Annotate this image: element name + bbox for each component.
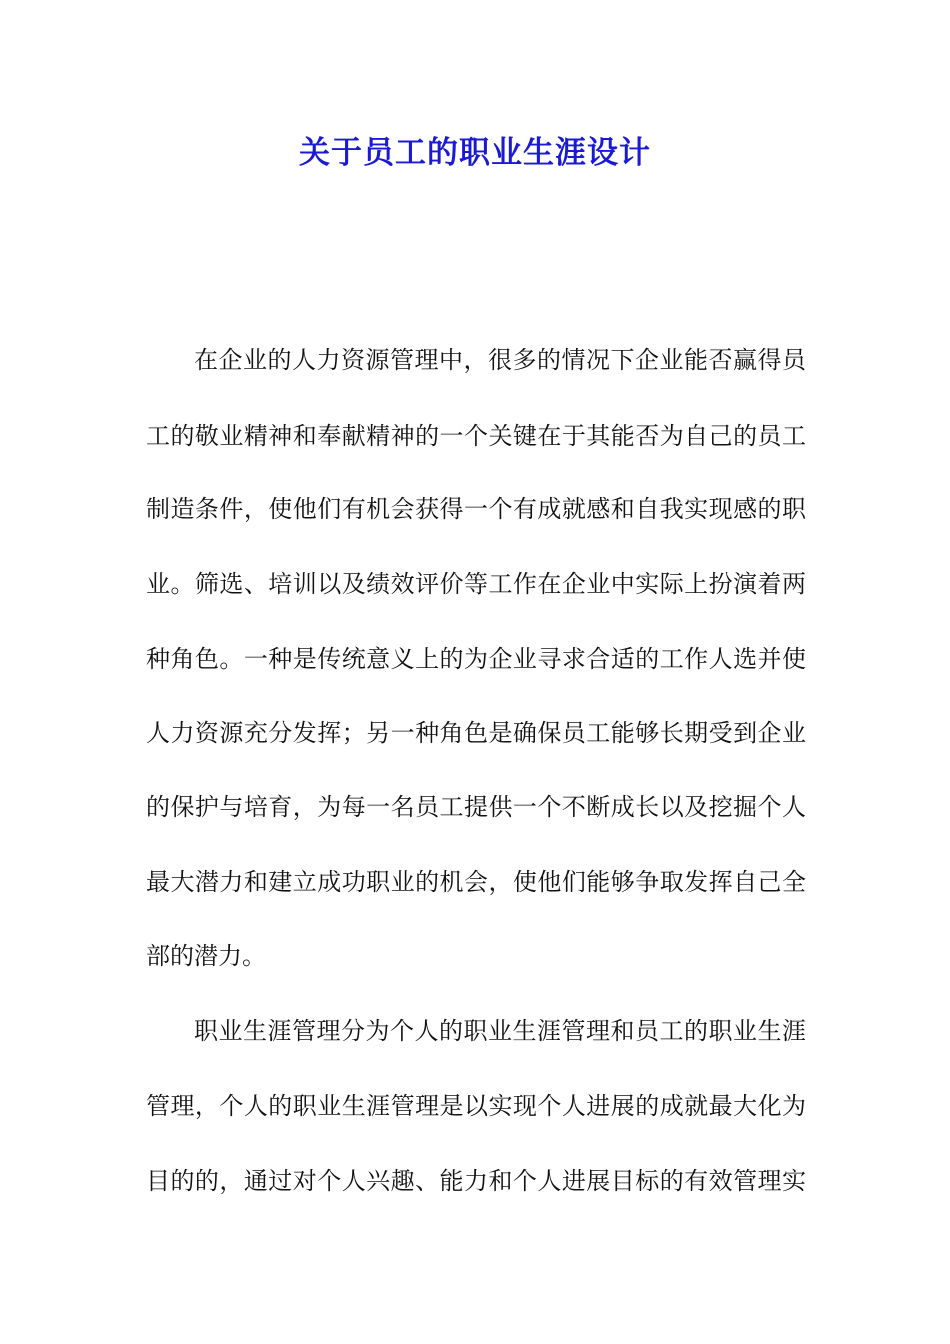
paragraph-1-line-7: 的保护与培育，为每一名员工提供一个不断成长以及挖掘个人 xyxy=(146,793,806,821)
paragraph-1-line-5: 种角色。一种是传统意义上的为企业寻求合适的工作人选并使 xyxy=(146,645,806,673)
paragraph-1-line-9: 部的潜力。 xyxy=(146,942,266,970)
paragraph-2-line-1: 职业生涯管理分为个人的职业生涯管理和员工的职业生涯 xyxy=(194,1017,806,1045)
paragraph-2-line-2: 管理，个人的职业生涯管理是以实现个人进展的成就最大化为 xyxy=(146,1092,806,1120)
paragraph-1-line-4: 业。筛选、培训以及绩效评价等工作在企业中实际上扮演着两 xyxy=(146,570,806,598)
document-title: 关于员工的职业生涯设计 xyxy=(299,135,651,171)
paragraph-2-line-3: 目的的，通过对个人兴趣、能力和个人进展目标的有效管理实 xyxy=(146,1167,806,1195)
paragraph-1-line-8: 最大潜力和建立成功职业的机会，使他们能够争取发挥自己全 xyxy=(146,868,806,896)
paragraph-1-line-6: 人力资源充分发挥；另一种角色是确保员工能够长期受到企业 xyxy=(146,719,806,747)
paragraph-1-line-3: 制造条件，使他们有机会获得一个有成就感和自我实现感的职 xyxy=(146,495,806,523)
paragraph-1-line-1: 在企业的人力资源管理中，很多的情况下企业能否赢得员 xyxy=(194,346,806,374)
paragraph-1-line-2: 工的敬业精神和奉献精神的一个关键在于其能否为自己的员工 xyxy=(146,422,806,450)
